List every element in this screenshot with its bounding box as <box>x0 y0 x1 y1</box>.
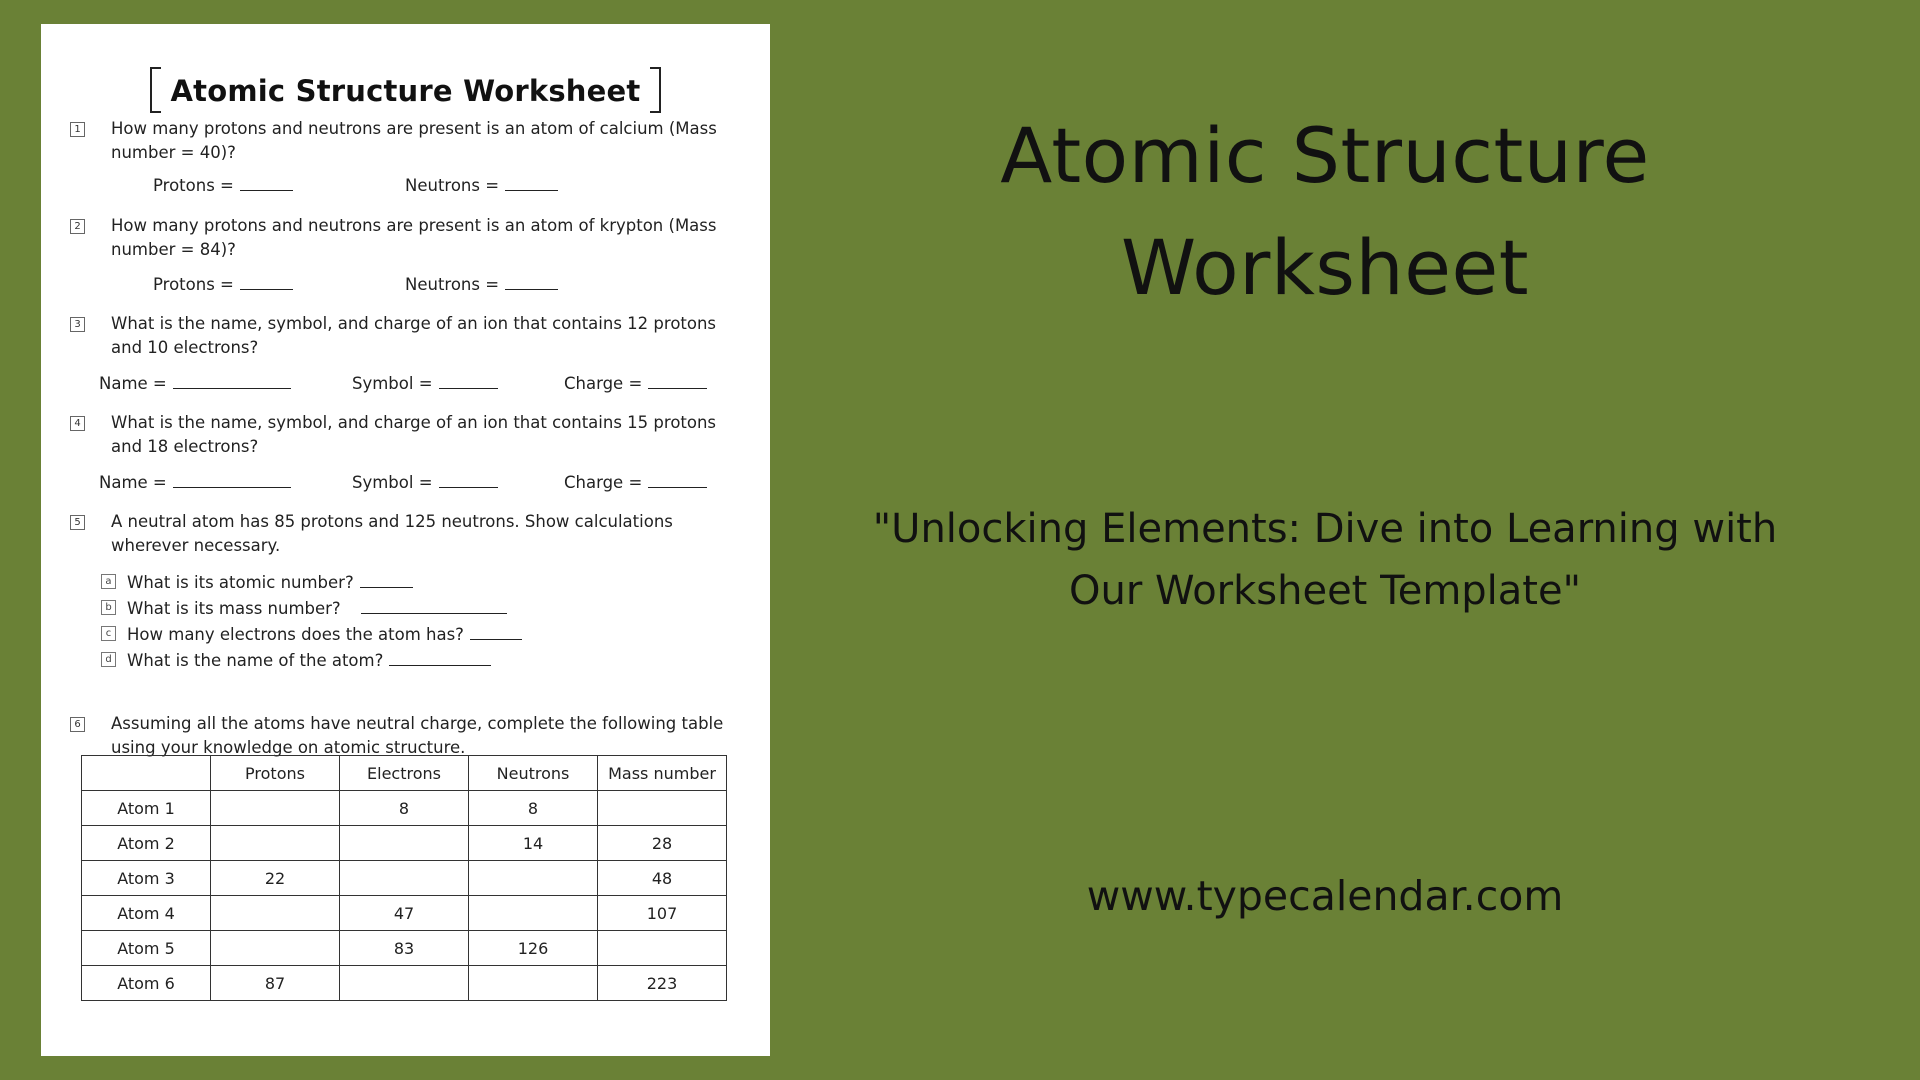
table-header-cell: Neutrons <box>469 756 598 791</box>
answer-neutrons: Neutrons = <box>405 174 558 195</box>
hero-title-line: Worksheet <box>1120 223 1530 312</box>
question-6 <box>70 712 750 760</box>
tagline-line: "Unlocking Elements: Dive into Learning with <box>872 506 1778 552</box>
table-cell[interactable]: 8 <box>340 791 469 826</box>
answer-blank[interactable] <box>389 649 491 666</box>
sub-question-a: a What is its atomic number? <box>101 571 413 592</box>
table-cell[interactable]: 47 <box>340 896 469 931</box>
table-cell[interactable] <box>211 931 340 966</box>
table-row-label: Atom 2 <box>82 826 211 861</box>
table-row-label: Atom 5 <box>82 931 211 966</box>
table-cell[interactable] <box>340 826 469 861</box>
table-cell[interactable] <box>211 791 340 826</box>
answer-symbol: Symbol = <box>352 471 498 492</box>
sub-letter-box: b <box>101 600 116 615</box>
question-text: What is the name, symbol, and charge of an ion that contains 12 protons and 10 electrons? <box>111 314 717 357</box>
question-number-box: 2 <box>70 219 85 234</box>
answer-blank[interactable] <box>505 174 558 191</box>
answer-blank[interactable] <box>240 273 293 290</box>
answer-neutrons: Neutrons = <box>405 273 558 294</box>
answer-charge: Charge = <box>564 372 707 393</box>
table-header-row <box>82 756 727 791</box>
table-header-cell: Electrons <box>340 756 469 791</box>
answer-name: Name = <box>99 372 291 393</box>
hero-title <box>870 100 1780 324</box>
answer-charge: Charge = <box>564 471 707 492</box>
table-cell[interactable]: 14 <box>469 826 598 861</box>
table-cell[interactable]: 107 <box>598 896 727 931</box>
table-cell[interactable] <box>469 966 598 1001</box>
table-cell[interactable] <box>469 861 598 896</box>
answer-protons: Protons = <box>153 273 293 294</box>
hero-title-line: Atomic Structure <box>1000 111 1650 200</box>
answer-blank[interactable] <box>648 372 707 389</box>
sub-letter-box: d <box>101 652 116 667</box>
answer-blank[interactable] <box>505 273 558 290</box>
table-row <box>82 931 727 966</box>
website-url[interactable]: www.typecalendar.com <box>1086 872 1564 920</box>
answer-blank[interactable] <box>240 174 293 191</box>
table-cell[interactable]: 22 <box>211 861 340 896</box>
table-cell[interactable] <box>340 966 469 1001</box>
question-text: How many protons and neutrons are present is an atom of krypton (Mass number = 84)? <box>111 216 717 259</box>
table-cell[interactable]: 48 <box>598 861 727 896</box>
sub-question-d: d What is the name of the atom? <box>101 649 491 670</box>
worksheet-title <box>41 70 770 116</box>
table-header-cell <box>82 756 211 791</box>
table-cell[interactable] <box>469 896 598 931</box>
table-cell[interactable] <box>211 826 340 861</box>
answer-blank[interactable] <box>470 623 522 640</box>
left-bracket-icon <box>150 67 161 113</box>
question-text: A neutral atom has 85 protons and 125 neutrons. Show calculations wherever necessary. <box>111 512 673 555</box>
table-row-label: Atom 6 <box>82 966 211 1001</box>
question-5 <box>70 510 750 558</box>
table-cell[interactable]: 223 <box>598 966 727 1001</box>
answer-blank[interactable] <box>361 597 507 614</box>
table-row <box>82 791 727 826</box>
question-text: How many protons and neutrons are present is an atom of calcium (Mass number = 40)? <box>111 119 717 162</box>
atom-table <box>81 755 727 1001</box>
table-cell[interactable] <box>598 931 727 966</box>
table-cell[interactable] <box>340 861 469 896</box>
table-cell[interactable]: 83 <box>340 931 469 966</box>
table-row <box>82 896 727 931</box>
table-cell[interactable]: 87 <box>211 966 340 1001</box>
answer-blank[interactable] <box>360 571 413 588</box>
tagline <box>830 498 1820 622</box>
table-cell[interactable]: 8 <box>469 791 598 826</box>
question-number-box: 4 <box>70 416 85 431</box>
table-cell[interactable] <box>598 791 727 826</box>
worksheet-title-text: Atomic Structure Worksheet <box>170 74 641 108</box>
answer-name: Name = <box>99 471 291 492</box>
question-4 <box>70 411 750 459</box>
question-number-box: 3 <box>70 317 85 332</box>
question-number-box: 6 <box>70 717 85 732</box>
answer-blank[interactable] <box>173 471 291 488</box>
sub-letter-box: c <box>101 626 116 641</box>
sub-letter-box: a <box>101 574 116 589</box>
answer-symbol: Symbol = <box>352 372 498 393</box>
table-header-cell: Protons <box>211 756 340 791</box>
right-bracket-icon <box>650 67 661 113</box>
answer-blank[interactable] <box>439 372 498 389</box>
question-number-box: 5 <box>70 515 85 530</box>
worksheet-page <box>41 24 770 1056</box>
sub-question-b: b What is its mass number? <box>101 597 507 618</box>
question-number-box: 1 <box>70 122 85 137</box>
question-1 <box>70 117 750 165</box>
table-row-label: Atom 1 <box>82 791 211 826</box>
sub-question-c: c How many electrons does the atom has? <box>101 623 522 644</box>
answer-blank[interactable] <box>648 471 707 488</box>
table-cell[interactable] <box>211 896 340 931</box>
tagline-line: Our Worksheet Template" <box>1068 568 1581 614</box>
table-row <box>82 826 727 861</box>
answer-blank[interactable] <box>173 372 291 389</box>
answer-blank[interactable] <box>439 471 498 488</box>
table-cell[interactable]: 28 <box>598 826 727 861</box>
table-row-label: Atom 4 <box>82 896 211 931</box>
answer-protons: Protons = <box>153 174 293 195</box>
question-text: What is the name, symbol, and charge of an ion that contains 15 protons and 18 electrons? <box>111 413 717 456</box>
table-row-label: Atom 3 <box>82 861 211 896</box>
table-header-cell: Mass number <box>598 756 727 791</box>
question-2 <box>70 214 750 262</box>
table-row <box>82 966 727 1001</box>
table-cell[interactable]: 126 <box>469 931 598 966</box>
question-3 <box>70 312 750 360</box>
question-text: Assuming all the atoms have neutral charge, complete the following table using your knowledge on atomic structure. <box>111 714 724 757</box>
table-row <box>82 861 727 896</box>
